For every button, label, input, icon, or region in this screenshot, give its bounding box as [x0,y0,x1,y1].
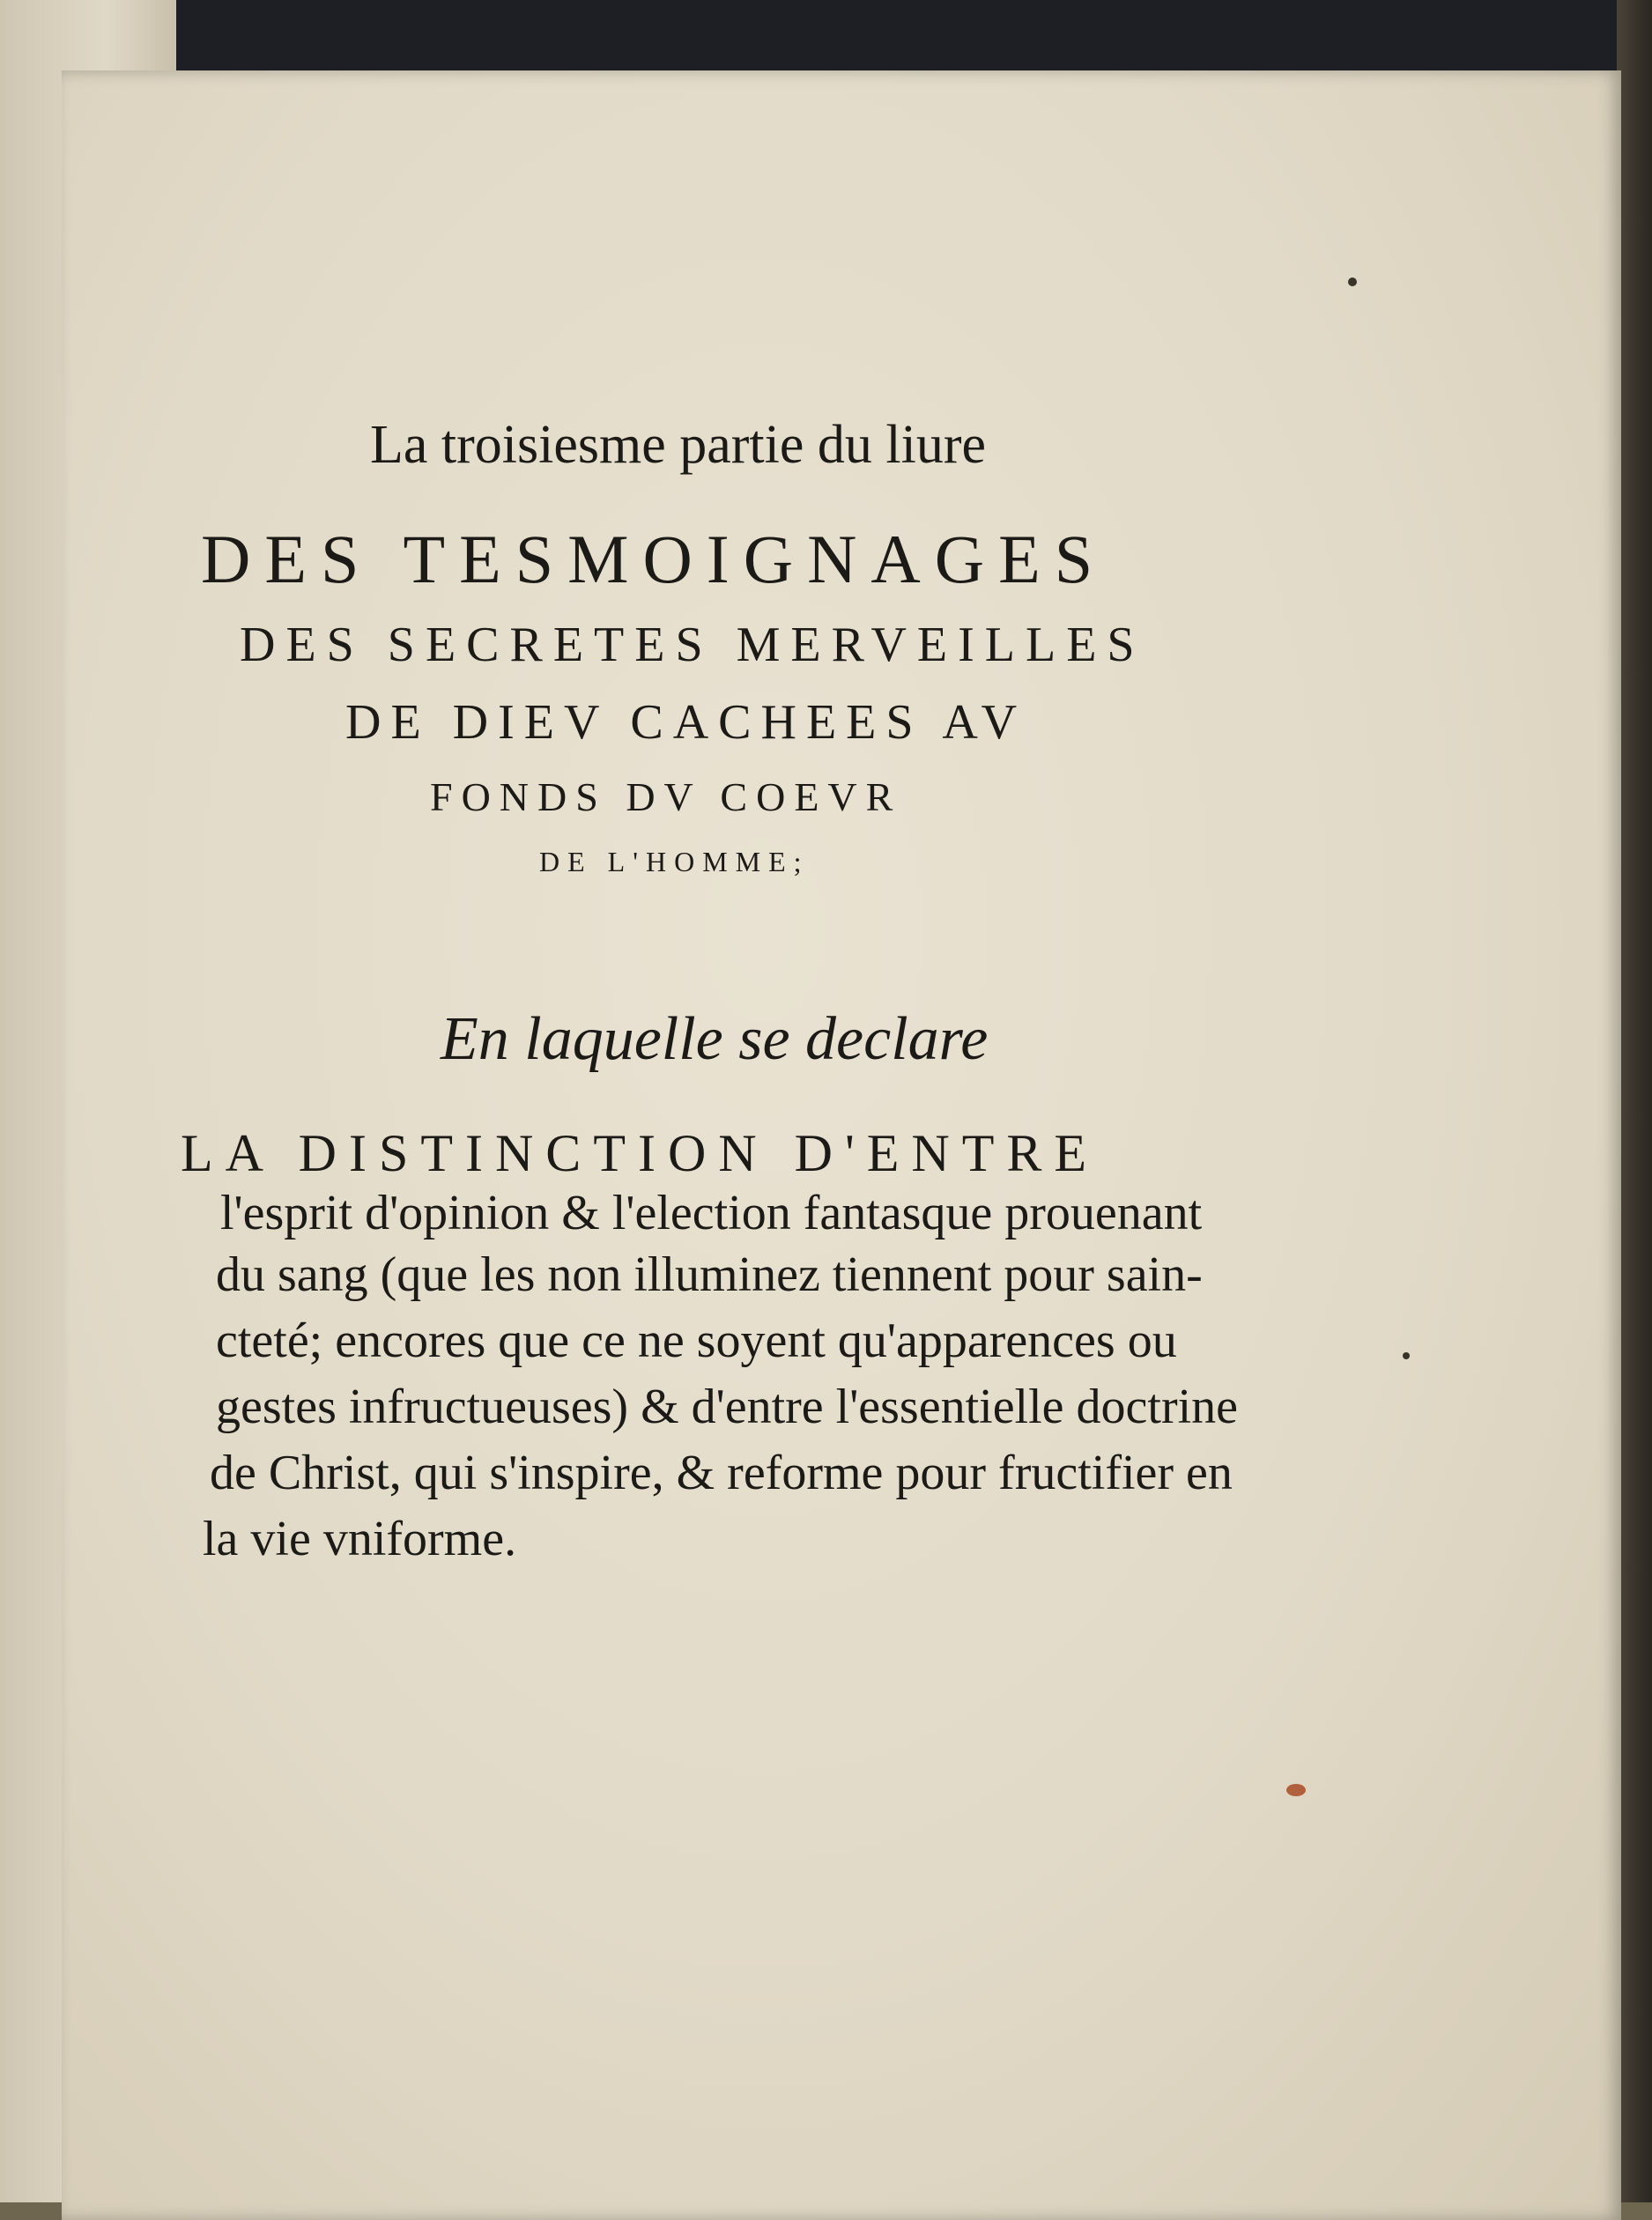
subtitle: En laquelle se declare [441,1005,989,1073]
title-line-3: DES SECRETES MERVEILLES [240,618,1145,672]
body-heading: LA DISTINCTION D'ENTRE [181,1124,1100,1182]
title-line-1: La troisiesme partie du liure [370,415,986,475]
foxing-spot [1403,1352,1410,1359]
body-line: gestes infructueuses) & d'entre l'essentielle doctrine [216,1380,1239,1434]
body-line: cteté; encores que ce ne soyent qu'apparences ou [216,1314,1177,1368]
body-line: la vie vniforme. [203,1512,517,1566]
foxing-spot [1286,1784,1306,1796]
title-line-4: DE DIEV CACHEES AV [345,695,1027,750]
body-line: de Christ, qui s'inspire, & reforme pour fructifier en [210,1446,1233,1500]
title-line-2: DES TESMOIGNAGES [201,521,1108,597]
body-line: du sang (que les non illuminez tiennent pour sain- [216,1247,1203,1302]
right-edge-shadow [1617,0,1652,2202]
title-line-5: FONDS DV COEVR [430,774,902,819]
body-line: l'esprit d'opinion & l'election fantasque prouenant [220,1186,1203,1240]
title-line-6: DE L'HOMME; [539,846,810,877]
foxing-spot [1348,278,1357,286]
